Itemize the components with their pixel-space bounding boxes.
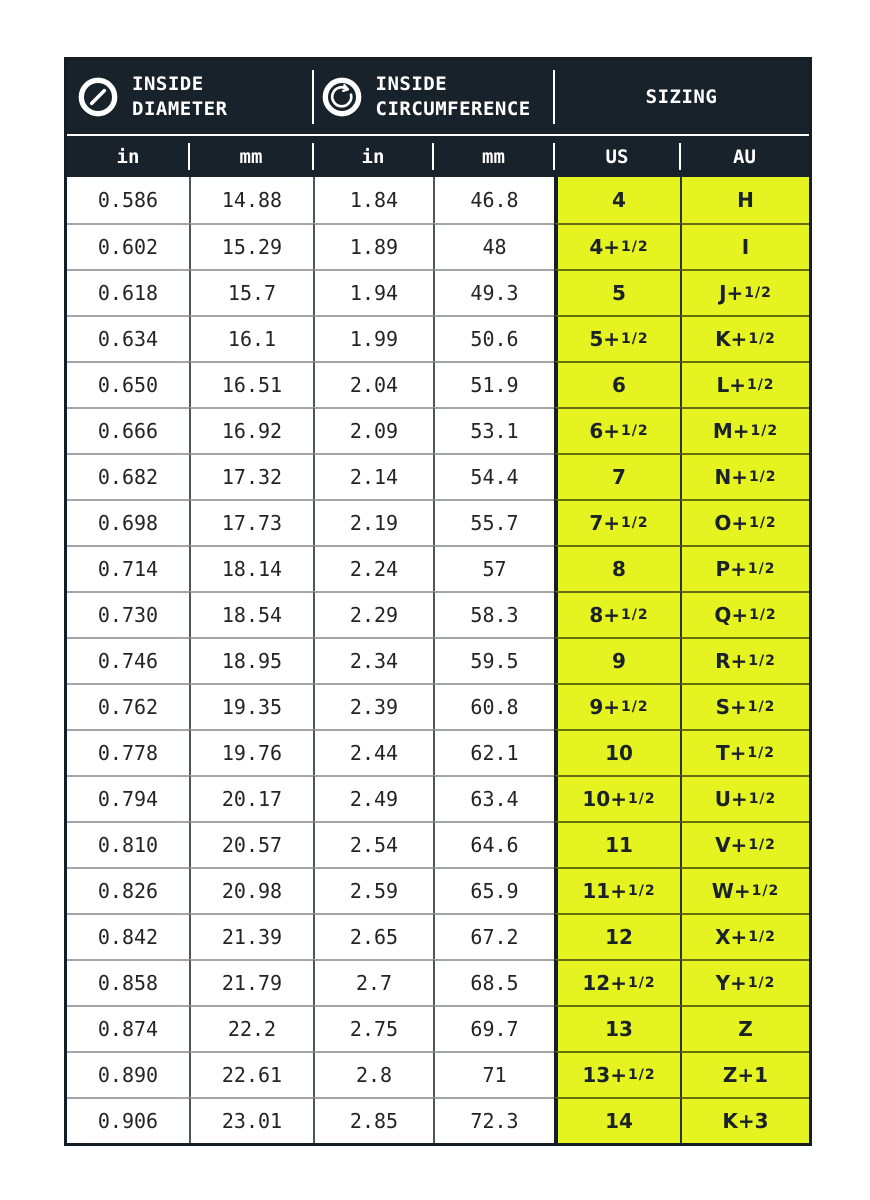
cell-inside-diameter-in: 0.698 (67, 499, 189, 545)
cell-size-us: 5+ 1/2 (554, 315, 680, 361)
cell-size-au: Z+1 (680, 1051, 809, 1097)
cell-size-au: W+ 1/2 (680, 867, 809, 913)
cell-inside-diameter-mm: 15.29 (189, 223, 313, 269)
cell-inside-circumference-in: 2.19 (313, 499, 433, 545)
column-header-circumference-in: in (313, 136, 433, 177)
cell-inside-diameter-mm: 17.32 (189, 453, 313, 499)
cell-size-us: 13+ 1/2 (554, 1051, 680, 1097)
cell-size-us: 6 (554, 361, 680, 407)
cell-inside-diameter-mm: 20.57 (189, 821, 313, 867)
cell-inside-circumference-in: 2.8 (313, 1051, 433, 1097)
cell-inside-diameter-in: 0.810 (67, 821, 189, 867)
cell-inside-circumference-mm: 69.7 (433, 1005, 554, 1051)
header-group-label: INSIDE CIRCUMFERENCE (375, 73, 531, 120)
cell-inside-circumference-mm: 60.8 (433, 683, 554, 729)
column-header-us: US (554, 136, 680, 177)
cell-size-au: K+ 1/2 (680, 315, 809, 361)
cell-inside-diameter-mm: 20.98 (189, 867, 313, 913)
table-body (67, 177, 809, 1143)
cell-inside-diameter-in: 0.906 (67, 1097, 189, 1143)
cell-size-au: H (680, 177, 809, 223)
cell-inside-circumference-mm: 67.2 (433, 913, 554, 959)
cell-inside-circumference-in: 2.75 (313, 1005, 433, 1051)
cell-inside-circumference-mm: 64.6 (433, 821, 554, 867)
header-group-label: SIZING (645, 85, 718, 108)
ring-size-chart (64, 57, 812, 1146)
cell-size-us: 8 (554, 545, 680, 591)
cell-inside-circumference-mm: 58.3 (433, 591, 554, 637)
cell-inside-circumference-mm: 62.1 (433, 729, 554, 775)
cell-inside-circumference-in: 2.39 (313, 683, 433, 729)
circumference-icon (322, 77, 362, 117)
cell-inside-circumference-in: 1.99 (313, 315, 433, 361)
cell-inside-circumference-mm: 48 (433, 223, 554, 269)
cell-inside-circumference-mm: 50.6 (433, 315, 554, 361)
header-group-inside-diameter (67, 60, 313, 134)
cell-inside-circumference-mm: 71 (433, 1051, 554, 1097)
cell-inside-diameter-in: 0.730 (67, 591, 189, 637)
cell-inside-diameter-mm: 14.88 (189, 177, 313, 223)
column-header-circumference-mm: mm (433, 136, 554, 177)
cell-inside-circumference-mm: 55.7 (433, 499, 554, 545)
cell-size-us: 11+ 1/2 (554, 867, 680, 913)
cell-inside-circumference-in: 2.29 (313, 591, 433, 637)
cell-inside-diameter-in: 0.602 (67, 223, 189, 269)
cell-inside-diameter-in: 0.826 (67, 867, 189, 913)
cell-inside-diameter-mm: 16.1 (189, 315, 313, 361)
column-header-au: AU (680, 136, 809, 177)
cell-inside-diameter-mm: 21.39 (189, 913, 313, 959)
cell-inside-circumference-in: 1.89 (313, 223, 433, 269)
cell-inside-diameter-in: 0.746 (67, 637, 189, 683)
cell-inside-diameter-in: 0.858 (67, 959, 189, 1005)
cell-inside-circumference-in: 2.7 (313, 959, 433, 1005)
cell-size-us: 6+ 1/2 (554, 407, 680, 453)
cell-size-au: X+ 1/2 (680, 913, 809, 959)
cell-size-au: N+ 1/2 (680, 453, 809, 499)
cell-size-us: 11 (554, 821, 680, 867)
header-group-inside-circumference (313, 60, 554, 134)
cell-inside-diameter-in: 0.842 (67, 913, 189, 959)
cell-size-us: 10+ 1/2 (554, 775, 680, 821)
cell-size-us: 14 (554, 1097, 680, 1143)
cell-inside-diameter-mm: 15.7 (189, 269, 313, 315)
cell-inside-circumference-in: 2.65 (313, 913, 433, 959)
cell-inside-circumference-mm: 68.5 (433, 959, 554, 1005)
header-group-sizing (554, 60, 809, 134)
cell-size-au: M+ 1/2 (680, 407, 809, 453)
cell-inside-circumference-in: 2.14 (313, 453, 433, 499)
cell-inside-diameter-mm: 19.35 (189, 683, 313, 729)
cell-inside-diameter-mm: 18.95 (189, 637, 313, 683)
cell-size-au: I (680, 223, 809, 269)
cell-size-au: U+ 1/2 (680, 775, 809, 821)
cell-inside-circumference-in: 1.94 (313, 269, 433, 315)
cell-size-us: 10 (554, 729, 680, 775)
column-header-diameter-in: in (116, 145, 140, 168)
cell-inside-circumference-in: 2.44 (313, 729, 433, 775)
cell-inside-diameter-mm: 16.51 (189, 361, 313, 407)
cell-size-au: P+ 1/2 (680, 545, 809, 591)
diameter-icon (78, 77, 118, 117)
cell-inside-diameter-mm: 17.73 (189, 499, 313, 545)
cell-inside-circumference-in: 2.04 (313, 361, 433, 407)
cell-inside-diameter-in: 0.762 (67, 683, 189, 729)
cell-size-au: R+ 1/2 (680, 637, 809, 683)
cell-inside-circumference-mm: 49.3 (433, 269, 554, 315)
cell-inside-circumference-in: 2.85 (313, 1097, 433, 1143)
cell-inside-circumference-in: 2.24 (313, 545, 433, 591)
cell-inside-circumference-in: 1.84 (313, 177, 433, 223)
cell-inside-diameter-mm: 23.01 (189, 1097, 313, 1143)
cell-inside-diameter-in: 0.618 (67, 269, 189, 315)
cell-inside-circumference-mm: 46.8 (433, 177, 554, 223)
table-column-headers (67, 136, 809, 177)
cell-inside-diameter-in: 0.650 (67, 361, 189, 407)
cell-inside-diameter-in: 0.666 (67, 407, 189, 453)
cell-inside-circumference-mm: 54.4 (433, 453, 554, 499)
cell-size-au: O+ 1/2 (680, 499, 809, 545)
cell-inside-diameter-mm: 16.92 (189, 407, 313, 453)
cell-size-au: Y+ 1/2 (680, 959, 809, 1005)
cell-inside-circumference-in: 2.34 (313, 637, 433, 683)
cell-inside-diameter-mm: 18.14 (189, 545, 313, 591)
cell-inside-diameter-in: 0.682 (67, 453, 189, 499)
cell-size-us: 9+ 1/2 (554, 683, 680, 729)
cell-size-au: T+ 1/2 (680, 729, 809, 775)
cell-inside-circumference-in: 2.59 (313, 867, 433, 913)
cell-size-us: 7 (554, 453, 680, 499)
cell-size-us: 4+ 1/2 (554, 223, 680, 269)
cell-size-au: Q+ 1/2 (680, 591, 809, 637)
table-header-groups (67, 60, 809, 134)
cell-inside-diameter-mm: 19.76 (189, 729, 313, 775)
cell-inside-circumference-in: 2.49 (313, 775, 433, 821)
cell-inside-diameter-in: 0.794 (67, 775, 189, 821)
cell-inside-diameter-mm: 20.17 (189, 775, 313, 821)
cell-size-us: 9 (554, 637, 680, 683)
cell-inside-circumference-mm: 53.1 (433, 407, 554, 453)
cell-inside-diameter-in: 0.714 (67, 545, 189, 591)
cell-inside-circumference-mm: 59.5 (433, 637, 554, 683)
cell-inside-circumference-mm: 72.3 (433, 1097, 554, 1143)
column-header-diameter-mm: mm (189, 136, 313, 177)
cell-inside-diameter-mm: 22.2 (189, 1005, 313, 1051)
cell-inside-diameter-in: 0.634 (67, 315, 189, 361)
cell-size-us: 7+ 1/2 (554, 499, 680, 545)
cell-inside-circumference-mm: 63.4 (433, 775, 554, 821)
cell-inside-diameter-in: 0.890 (67, 1051, 189, 1097)
cell-size-us: 5 (554, 269, 680, 315)
cell-size-us: 13 (554, 1005, 680, 1051)
cell-size-au: S+ 1/2 (680, 683, 809, 729)
cell-inside-diameter-mm: 21.79 (189, 959, 313, 1005)
header-group-label: INSIDE DIAMETER (132, 73, 228, 120)
cell-size-au: Z (680, 1005, 809, 1051)
cell-inside-circumference-mm: 57 (433, 545, 554, 591)
cell-size-au: J+ 1/2 (680, 269, 809, 315)
cell-inside-circumference-in: 2.54 (313, 821, 433, 867)
cell-inside-circumference-in: 2.09 (313, 407, 433, 453)
cell-inside-diameter-mm: 18.54 (189, 591, 313, 637)
cell-size-au: K+3 (680, 1097, 809, 1143)
cell-size-us: 8+ 1/2 (554, 591, 680, 637)
cell-size-us: 4 (554, 177, 680, 223)
cell-size-au: V+ 1/2 (680, 821, 809, 867)
cell-inside-diameter-in: 0.586 (97, 188, 159, 212)
cell-inside-circumference-mm: 65.9 (433, 867, 554, 913)
cell-inside-diameter-mm: 22.61 (189, 1051, 313, 1097)
cell-inside-diameter-in: 0.874 (67, 1005, 189, 1051)
cell-inside-circumference-mm: 51.9 (433, 361, 554, 407)
cell-size-au: L+ 1/2 (680, 361, 809, 407)
cell-size-us: 12 (554, 913, 680, 959)
cell-inside-diameter-in: 0.778 (67, 729, 189, 775)
cell-size-us: 12+ 1/2 (554, 959, 680, 1005)
